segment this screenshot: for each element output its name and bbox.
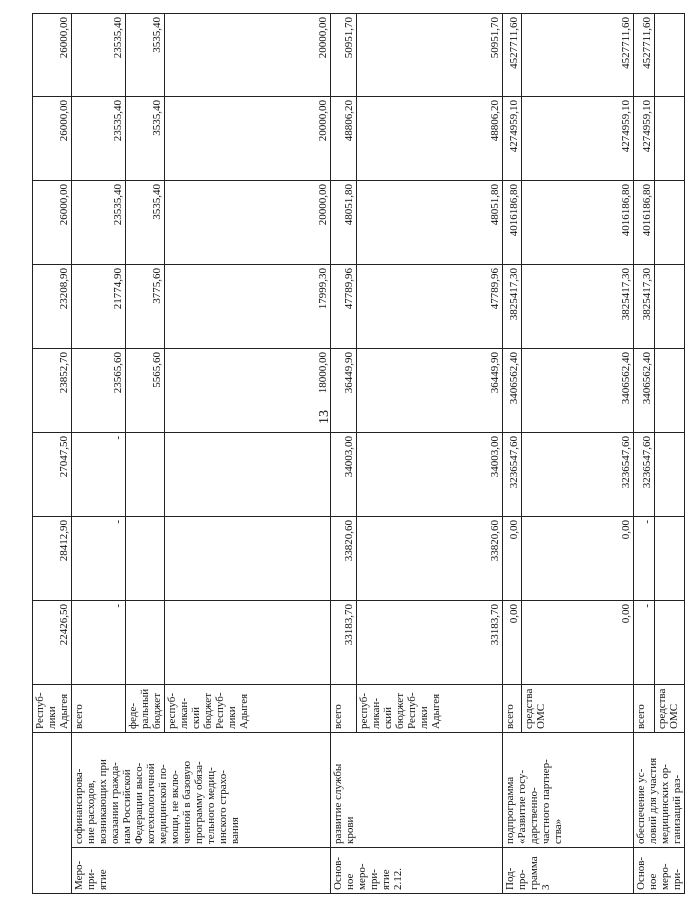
value-cell: 48051,80 (331, 181, 357, 265)
value-cell (655, 265, 685, 349)
value-cell: 3775,60 (126, 265, 165, 349)
value-cell: 4016186,80 (634, 181, 655, 265)
value-cell: 48806,20 (331, 97, 357, 181)
funding-source-cell: феде- ральный бюджет (126, 685, 165, 733)
row-type-cell: Основ- ное меро- при- ятие 2.12. (331, 848, 503, 894)
value-cell (165, 601, 331, 685)
value-cell: 0,00 (503, 601, 522, 685)
value-cell: 23535,40 (72, 97, 126, 181)
value-cell: - (72, 433, 126, 517)
value-cell: 33820,60 (331, 517, 357, 601)
value-cell: 4016186,80 (503, 181, 522, 265)
funding-source-cell: Респуб- лики Адыгея (33, 685, 72, 733)
budget-table (32, 13, 685, 894)
value-cell: 4016186,80 (522, 181, 634, 265)
row-description-cell: обеспечение ус- ловий для участия медицинских ор- ганизаций раз- (634, 733, 685, 848)
value-cell: 3825417,30 (634, 265, 655, 349)
value-cell: 0,00 (522, 517, 634, 601)
value-cell: 23535,40 (72, 181, 126, 265)
value-cell: 3535,40 (126, 14, 165, 97)
value-cell: 27047,50 (33, 433, 72, 517)
value-cell: 0,00 (522, 601, 634, 685)
empty-header-cell (33, 733, 72, 894)
value-cell: 18000,00 (165, 349, 331, 433)
value-cell (655, 97, 685, 181)
value-cell: 26000,00 (33, 14, 72, 97)
funding-source-cell: средства ОМС (522, 685, 634, 733)
funding-source-cell: респуб- ликан- ский бюджет Респуб- лики Адыгея (357, 685, 503, 733)
table-row (72, 14, 126, 894)
value-cell: 4274959,10 (503, 97, 522, 181)
value-cell: - (634, 517, 655, 601)
funding-source-cell: всего (72, 685, 126, 733)
value-cell (655, 433, 685, 517)
value-cell: 4274959,10 (522, 97, 634, 181)
value-cell: 48806,20 (357, 97, 503, 181)
value-cell: 3406562,40 (503, 349, 522, 433)
value-cell: 3406562,40 (522, 349, 634, 433)
value-cell: 3825417,30 (522, 265, 634, 349)
value-cell: - (72, 517, 126, 601)
row-type-cell: Основ- ное меро- при- (634, 848, 685, 894)
value-cell (655, 14, 685, 97)
row-type-cell: Под- про- грамма 3 (503, 848, 634, 894)
row-description-cell: подпрограмма «Развитие госу- дарственно- частного партнер- ства» (503, 733, 634, 848)
funding-source-cell: всего (503, 685, 522, 733)
value-cell: 4274959,10 (634, 97, 655, 181)
value-cell: 34003,00 (331, 433, 357, 517)
value-cell: 3825417,30 (503, 265, 522, 349)
table-body (33, 14, 685, 894)
value-cell (165, 433, 331, 517)
value-cell (126, 517, 165, 601)
value-cell: 47789,96 (331, 265, 357, 349)
value-cell: 3236547,60 (503, 433, 522, 517)
value-cell: 50951,70 (331, 14, 357, 97)
table-row (503, 14, 522, 894)
value-cell (126, 433, 165, 517)
value-cell (655, 349, 685, 433)
value-cell: 33183,70 (357, 601, 503, 685)
value-cell: - (72, 601, 126, 685)
value-cell (126, 601, 165, 685)
value-cell: 36449,90 (331, 349, 357, 433)
value-cell: 0,00 (503, 517, 522, 601)
value-cell: 3236547,60 (634, 433, 655, 517)
value-cell: 47789,96 (357, 265, 503, 349)
value-cell: - (634, 601, 655, 685)
value-cell: 4527711,60 (503, 14, 522, 97)
value-cell: 23208,90 (33, 265, 72, 349)
rotated-table-container (32, 14, 683, 894)
value-cell: 22426,50 (33, 601, 72, 685)
value-cell: 26000,00 (33, 97, 72, 181)
value-cell: 23565,60 (72, 349, 126, 433)
value-cell: 3406562,40 (634, 349, 655, 433)
value-cell: 20000,00 (165, 181, 331, 265)
value-cell: 33183,70 (331, 601, 357, 685)
value-cell: 23852,70 (33, 349, 72, 433)
value-cell: 33820,60 (357, 517, 503, 601)
funding-source-cell: респуб- ликан- ский бюджет Респуб- лики Адыгея (165, 685, 331, 733)
value-cell (655, 601, 685, 685)
value-cell (655, 181, 685, 265)
value-cell: 5565,60 (126, 349, 165, 433)
value-cell: 20000,00 (165, 97, 331, 181)
value-cell (655, 517, 685, 601)
value-cell: 3535,40 (126, 181, 165, 265)
row-description-cell: софинансирова- ние расходов, возникающих при оказании гражда- нам Российской Федерации высо- котехнологичной медицинской по- мощи, не вклю- ченной в базовую программу обяза- тельного медиц- инского страхо- вания (72, 733, 331, 848)
value-cell: 21774,90 (72, 265, 126, 349)
value-cell: 4527711,60 (522, 14, 634, 97)
value-cell: 4527711,60 (634, 14, 655, 97)
funding-source-cell: всего (634, 685, 655, 733)
value-cell: 28412,90 (33, 517, 72, 601)
page-number: 13 (317, 410, 332, 424)
value-cell: 23535,40 (72, 14, 126, 97)
table-row (33, 14, 72, 894)
value-cell: 26000,00 (33, 181, 72, 265)
row-type-cell: Меро- при- ятие (72, 848, 331, 894)
value-cell (165, 517, 331, 601)
value-cell: 48051,80 (357, 181, 503, 265)
funding-source-cell: средства ОМС (655, 685, 685, 733)
table-row (331, 14, 357, 894)
value-cell: 3236547,60 (522, 433, 634, 517)
value-cell: 34003,00 (357, 433, 503, 517)
value-cell: 17999,30 (165, 265, 331, 349)
funding-source-cell: всего (331, 685, 357, 733)
value-cell: 20000,00 (165, 14, 331, 97)
row-description-cell: развитие службы крови (331, 733, 503, 848)
value-cell: 3535,40 (126, 97, 165, 181)
value-cell: 50951,70 (357, 14, 503, 97)
table-row (634, 14, 655, 894)
value-cell: 36449,90 (357, 349, 503, 433)
